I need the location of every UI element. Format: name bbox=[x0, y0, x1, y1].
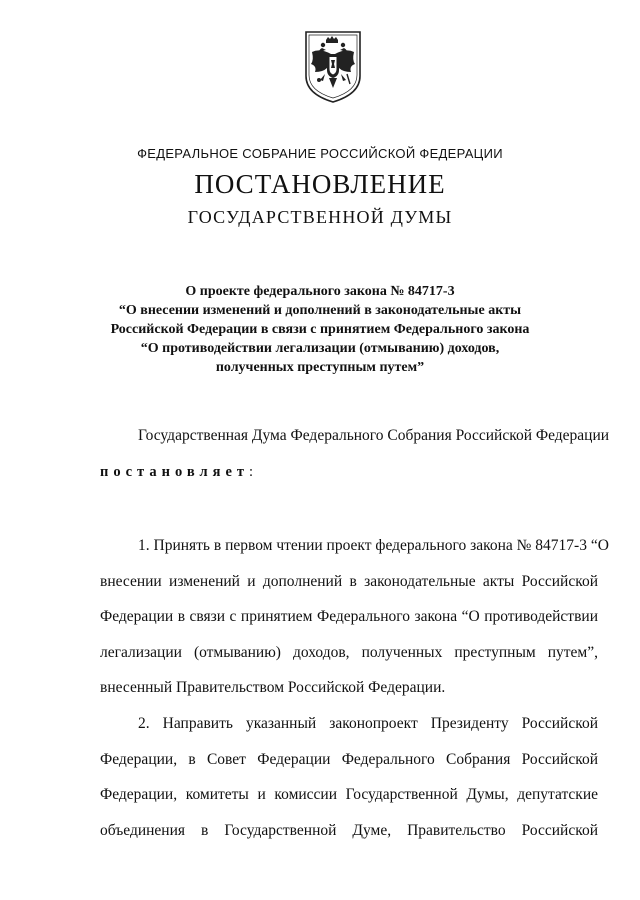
resolves-word: постановляет bbox=[100, 464, 250, 480]
document-subject bbox=[80, 282, 560, 377]
resolves-colon: : bbox=[249, 464, 254, 480]
document-type-title: ПОСТАНОВЛЕНИЕ bbox=[194, 169, 446, 199]
subject-line: “О противодействии легализации (отмыванию) доходов, bbox=[140, 341, 500, 356]
paragraph-2-line: 2. Направить указанный законопроект Президенту Российской bbox=[138, 715, 598, 732]
preamble-text: Государственная Дума Федерального Собрания Российской Федерации bbox=[138, 427, 610, 444]
document-issuer-title: ГОСУДАРСТВЕННОЙ ДУМЫ bbox=[187, 207, 453, 227]
subject-line: “О внесении изменений и дополнений в законодательные акты bbox=[118, 303, 522, 318]
paragraph-1-line: внесении изменений и дополнений в законодательные акты Российской bbox=[100, 573, 598, 590]
subject-line: О проекте федерального закона № 84717-3 bbox=[185, 284, 455, 299]
paragraph-1-line: 1. Принять в первом чтении проект федерального закона № 84717-3 “О bbox=[138, 537, 609, 554]
paragraph-1-line: Федерации в связи с принятием Федерального закона “О противодействии bbox=[100, 608, 598, 625]
russian-coat-of-arms-icon bbox=[302, 30, 364, 104]
organization-heading: ФЕДЕРАЛЬНОЕ СОБРАНИЕ РОССИЙСКОЙ ФЕДЕРАЦИИ bbox=[137, 146, 503, 161]
paragraph-1-line: легализации (отмыванию) доходов, полученных преступным путем”, bbox=[100, 644, 598, 661]
subject-line: Российской Федерации в связи с принятием Федерального закона bbox=[110, 322, 530, 337]
paragraph-2-line: Федерации, в Совет Федерации Федерального Собрания Российской bbox=[100, 751, 598, 768]
subject-line: полученных преступным путем” bbox=[215, 360, 425, 375]
paragraph-2-line: Федерации, комитеты и комиссии Государственной Думы, депутатские bbox=[100, 786, 598, 803]
paragraph-1-line: внесенный Правительством Российской Федерации. bbox=[100, 679, 446, 696]
paragraph-2-line: объединения в Государственной Думе, Правительство Российской bbox=[100, 822, 598, 839]
resolves-heading bbox=[100, 464, 253, 481]
